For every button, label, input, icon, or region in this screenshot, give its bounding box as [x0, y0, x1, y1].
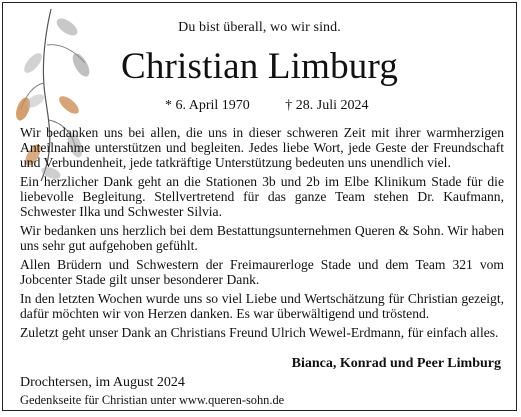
death-date: † 28. Juli 2024	[285, 98, 369, 113]
paragraph: Wir bedanken uns herzlich bei dem Bestattungsunternehmen Queren & Sohn. Wir haben uns sehr gut aufgehoben gefühlt.	[20, 223, 504, 253]
paragraph: In den letzten Wochen wurde uns so viel Liebe und Wertschätzung für Christian gezeigt, dafür möchten wir von Herzen danken. Es war überwältigend und tröstend.	[20, 291, 504, 321]
obituary-card	[2, 2, 517, 411]
signature: Bianca, Konrad und Peer Limburg	[291, 356, 501, 371]
life-dates	[165, 98, 369, 114]
paragraph: Allen Brüdern und Schwestern der Freimaurerloge Stade und dem Team 321 vom Jobcenter Stade gilt unser besonderer Dank.	[20, 257, 504, 287]
thank-you-text	[20, 125, 504, 344]
place-date: Drochtersen, im August 2024	[20, 375, 185, 390]
paragraph: Ein herzlicher Dank geht an die Stationen 3b und 2b im Elbe Klinikum Stade für die liebevolle Begleitung. Stellvertretend für das ganze Team stehen Dr. Kaufmann, Schwester Ilka und Schwester Silvia.	[20, 174, 504, 219]
deceased-name: Christian Limburg	[120, 46, 399, 87]
motto: Du bist überall, wo wir sind.	[178, 20, 341, 35]
birth-date: * 6. April 1970	[165, 98, 250, 113]
memorial-page-link[interactable]: Gedenkseite für Christian unter www.queren-sohn.de	[20, 393, 285, 407]
paragraph: Wir bedanken uns bei allen, die uns in dieser schweren Zeit mit ihrer warmherzigen Anteilnahme unterstützen und begleiten. Jedes liebe Wort, jede Geste der Freundschaft und Verbundenheit, jede tatkräftige Unterstützung bedeuten uns unendlich viel.	[20, 125, 504, 170]
paragraph: Zuletzt geht unser Dank an Christians Freund Ulrich Wewel-Erdmann, für einfach alles.	[20, 325, 499, 340]
